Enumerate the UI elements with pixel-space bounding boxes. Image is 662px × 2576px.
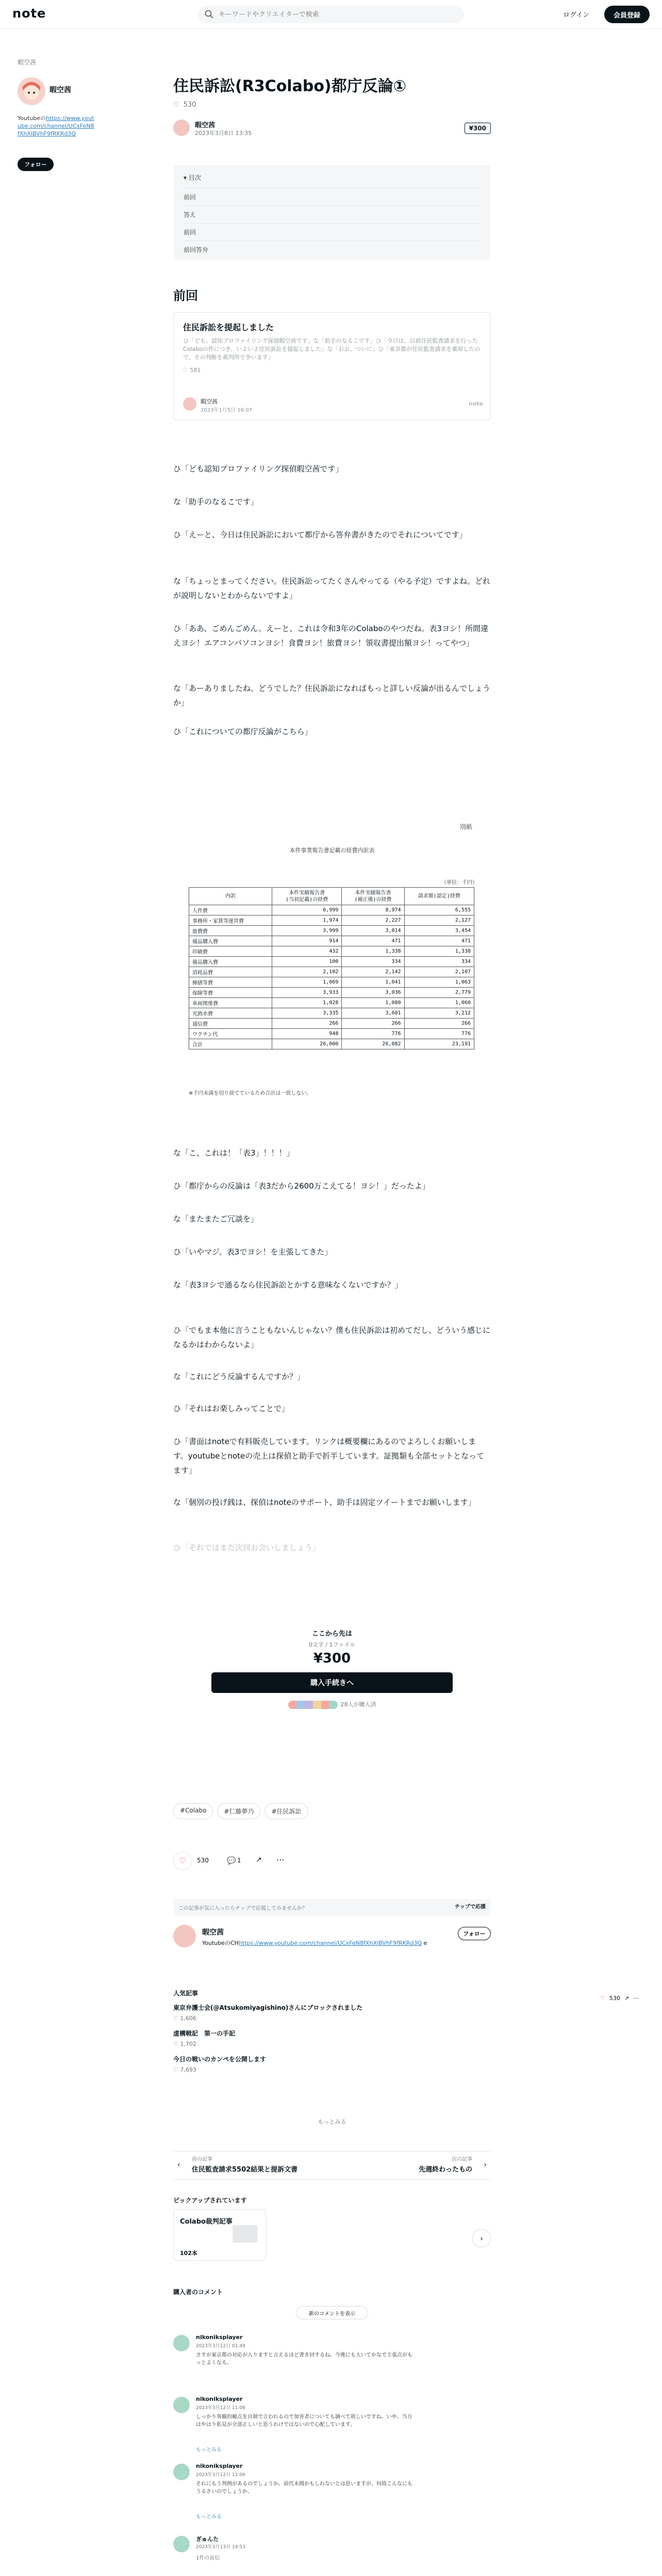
author-row <box>173 117 491 141</box>
tip-text: この記事が気に入ったらチップで応援してみませんか？ <box>178 1906 307 1911</box>
table-cell: 8,974 <box>342 905 404 916</box>
popular-likes: ♡ 7,693 <box>173 2066 196 2073</box>
dialogue-paragraph: な「これにどう反論するんですか？」 <box>173 1372 305 1381</box>
table-row-label: 備品購入費 <box>189 936 272 946</box>
table-row-label: 事務所・家賃等運営費 <box>189 916 272 926</box>
popular-label: 人気記事 <box>173 1990 198 1997</box>
dialogue-paragraph: な「表3ヨシで通るなら住民訴訟とかする意味なくないですか？」 <box>173 1280 403 1290</box>
commenter-name[interactable]: nikoniksplayer <box>196 2334 243 2341</box>
table-row-label: 修繕等費 <box>189 977 272 988</box>
table-cell: 948 <box>272 1029 341 1039</box>
table-row <box>189 936 474 946</box>
signup-button[interactable]: 会員登録 <box>604 6 650 23</box>
dialogue-paragraph: な「個別の投げ銭は、探偵はnoteのサポート、助手は固定ツイートまでお願いします」 <box>173 1498 476 1507</box>
table-row-label: 合計 <box>189 1039 272 1049</box>
comment-body: しっかり客観的観点を自制で言われるので加害者についても調べて欲しいですね。いや、当方はやはり私見が全部正しいと思うわけではないので心配しています。 <box>196 2414 412 2428</box>
table-cell: 334 <box>342 957 404 967</box>
table-row <box>189 967 474 977</box>
table-cell: 26,000 <box>272 1039 341 1049</box>
table-row <box>189 946 474 957</box>
commenter-avatar[interactable] <box>173 2464 190 2480</box>
table-header: 内訳 <box>189 888 272 905</box>
table-row <box>189 998 474 1008</box>
table-row <box>189 1019 474 1029</box>
pickup-card[interactable] <box>173 2209 266 2261</box>
table-cell: 266 <box>272 1019 341 1029</box>
creator-bio-link[interactable]: https://www.youtube.com/channel/UCxFeN8fXhXlBVhF9fRKRd3Q <box>238 1940 422 1946</box>
next-article-link[interactable]: 先週終わったもの <box>419 2166 472 2174</box>
prev-article-link[interactable]: 住民監査請求5502結果と提訴文書 <box>192 2166 298 2174</box>
table-header: 本件実績報告書 (当初記載)の経費 <box>272 888 341 905</box>
comment-date: 2023年3月12日 11:06 <box>196 2472 245 2478</box>
table-cell: 6,999 <box>272 905 341 916</box>
more-icon[interactable]: ⋯ <box>276 1855 285 1865</box>
embed-title: 住民訴訟を提起しました <box>183 323 274 332</box>
price-badge: ¥300 <box>465 123 491 134</box>
article-actions <box>173 1852 491 1872</box>
tip-bar <box>173 1899 491 1916</box>
share-icon[interactable]: ↗ <box>624 1995 630 2002</box>
popular-like-count: 1,702 <box>180 2041 196 2047</box>
table-of-contents <box>173 165 491 260</box>
creator-name[interactable]: 暇空茜 <box>202 1928 224 1937</box>
table-cell: 1,974 <box>272 916 341 926</box>
pickup-title: Colabo裁判記事 <box>180 2218 233 2226</box>
dialogue-paragraph: な「あーありましたね。どうでした？住民訴訟になればもっと詳しい反論が出るんでしょうか」 <box>173 684 491 707</box>
figure-unit: （単位：千円） <box>441 880 477 886</box>
creator-bio-text: YoutubeのCH <box>202 1940 239 1946</box>
table-body <box>189 905 474 1049</box>
heart-icon[interactable]: ♡ <box>173 101 179 109</box>
table-cell: 471 <box>342 936 404 946</box>
table-row <box>189 977 474 988</box>
popular-title: 虚構戦記 第一の手記 <box>173 2030 236 2037</box>
dialogue-paragraph: ひ「書面はnoteで有料販売しています。リンクは概要欄にあるのでよろしくお願いします。youtubeとnoteの売上は探偵と助手で折半しています。証拠類も全部セットとなってます」 <box>173 1437 485 1475</box>
comment-date: 2023年3月13日 19:53 <box>196 2545 245 2550</box>
table-cell: 100 <box>272 957 341 967</box>
comment-icon[interactable]: 💬 <box>227 1857 236 1865</box>
comments-heading: 購入者のコメント <box>173 2289 223 2296</box>
table-row-label: 保険等費 <box>189 988 272 998</box>
popular-title: 今日の戦いのカンペを公開します <box>173 2056 267 2063</box>
popular-likes: ♡ 1,702 <box>173 2041 196 2047</box>
site-header <box>0 0 662 29</box>
author-avatar[interactable] <box>173 120 190 136</box>
table-row <box>189 957 474 967</box>
prev-label: 前の記事 <box>192 2157 212 2162</box>
commenter-name[interactable]: nikoniksplayer <box>196 2463 243 2469</box>
table-cell: 1,063 <box>404 977 474 988</box>
table-cell: 334 <box>404 957 474 967</box>
dialogue-paragraph: ひ「ども認知プロファイリング探偵暇空茜です」 <box>173 464 343 473</box>
dialogue-paragraph: ひ「それではまた次回お会いしましょう」 <box>173 1543 321 1552</box>
author-name[interactable]: 暇空茜 <box>195 122 216 129</box>
more-link[interactable]: もっとみる <box>318 2119 346 2125</box>
commenter-name[interactable]: ぎゅんた <box>196 2536 219 2543</box>
table-row-label: 光熱水費 <box>189 1008 272 1019</box>
purchaser-avatars <box>288 1701 338 1709</box>
table-cell: 1,028 <box>272 998 341 1008</box>
table-row <box>189 905 474 916</box>
popular-articles <box>173 1989 491 2125</box>
sidebar-author-name[interactable]: 暇空茜 <box>49 86 71 94</box>
toc-item[interactable]: 答え <box>184 206 481 223</box>
purchasers <box>173 1700 491 1709</box>
like-count: 530 <box>197 1857 209 1864</box>
more-icon[interactable]: ⋯ <box>633 1995 639 2002</box>
table-cell: 1,041 <box>342 977 404 988</box>
table-cell: 1,080 <box>342 998 404 1008</box>
dialogue-paragraph: ひ「でもま本他に言うこともないんじゃない？僕も住民訴訟は初めてだし、どういう感じになるかはわからないよ」 <box>173 1326 491 1349</box>
comment-count: 1 <box>237 1857 241 1864</box>
chevron-right-icon[interactable]: › <box>484 2161 487 2169</box>
table-cell: 3,454 <box>404 926 474 936</box>
like-button[interactable] <box>173 1852 192 1870</box>
embed-author-name: 暇空茜 <box>201 398 218 405</box>
comment-read-more[interactable]: もっとみる <box>196 2514 222 2520</box>
embed-avatar <box>183 397 196 411</box>
creator-profile <box>173 1925 491 1971</box>
embed-like-count: 581 <box>190 367 201 374</box>
popular-likes: ♡ 1,606 <box>173 2015 196 2022</box>
tag-list <box>173 1803 308 1819</box>
popular-item[interactable] <box>173 2029 491 2047</box>
tag[interactable]: #仁藤夢乃 <box>217 1803 260 1819</box>
table-cell: 432 <box>272 946 341 957</box>
table-header: 本件実績報告書 (補正後)の経費 <box>342 888 404 905</box>
sidebar-bio-text: Youtubeの <box>18 115 46 122</box>
search-icon <box>204 9 214 20</box>
table-cell: 2,127 <box>404 916 474 926</box>
embed-date: 2023年1月5日 16:07 <box>201 408 253 413</box>
pickup-count: 102本 <box>180 2250 197 2257</box>
paywall-fade <box>173 1587 491 1628</box>
table-cell: 3,601 <box>342 1008 404 1019</box>
sidebar-label: 暇空茜 <box>18 59 37 66</box>
table-cell: 3,014 <box>342 926 404 936</box>
paywall-subtext: 0文字 / 1ファイル <box>308 1641 356 1648</box>
table-cell: 776 <box>404 1029 474 1039</box>
table-cell: 3,335 <box>272 1008 341 1019</box>
table-row-label: 通信費 <box>189 1019 272 1029</box>
table-cell: 3,933 <box>272 988 341 998</box>
tip-button[interactable]: チップで応援 <box>455 1904 486 1910</box>
floating-actions <box>600 1995 639 2002</box>
table-cell: 266 <box>342 1019 404 1029</box>
expense-table <box>189 887 474 1049</box>
creator-avatar[interactable] <box>173 1925 196 1947</box>
table-cell: 3,212 <box>404 1008 474 1019</box>
search-bar[interactable] <box>198 6 464 23</box>
show-more-comments-button[interactable]: 新のコメントを表示 <box>296 2306 368 2319</box>
table-row <box>189 1039 474 1049</box>
table-cell: 3,999 <box>272 926 341 936</box>
share-icon[interactable]: ↗ <box>256 1856 262 1864</box>
table-cell: 2,227 <box>342 916 404 926</box>
dialogue-paragraph: ひ「いやマジ。表3でヨシ！を主張してきた」 <box>173 1247 333 1257</box>
table-cell: 23,191 <box>404 1039 474 1049</box>
creator-follow-button[interactable]: フォロー <box>458 1927 491 1940</box>
next-label: 次の記事 <box>452 2157 472 2162</box>
float-like-count: 530 <box>609 1995 620 2002</box>
table-row <box>189 916 474 926</box>
purchaser-count: 28人が購入済 <box>340 1701 376 1708</box>
popular-like-count: 1,606 <box>180 2015 196 2022</box>
table-row-label: 印刷費 <box>189 946 272 957</box>
comment-date: 2023年3月12日 01:49 <box>196 2344 245 2349</box>
embed-likes <box>183 367 481 374</box>
sidebar-bio <box>18 114 95 138</box>
table-cell: 2,107 <box>404 967 474 977</box>
dialogue-paragraph: な「こ、これは！「表3」！！！」 <box>173 1148 294 1158</box>
prev-next-nav <box>173 2151 491 2180</box>
pickup-thumbnail <box>233 2225 257 2243</box>
table-row-label: ワクチン代 <box>189 1029 272 1039</box>
dialogue-paragraph: な「またまたご冗談を」 <box>173 1214 259 1224</box>
toc-item[interactable]: 前回 <box>184 188 481 206</box>
dialogue-paragraph: ひ「ああ、ごめんごめん。えーと、これは令和3年のColaboのやつだね。表3ヨシ！所間違えヨシ！エアコンパソコンヨシ！食費ヨシ！旅費ヨシ！領収書提出額ヨシ！ってやつ」 <box>173 624 489 648</box>
table-row-label: 車両関係費 <box>189 998 272 1008</box>
commenter-avatar[interactable] <box>173 2397 190 2413</box>
table-cell: 1,338 <box>342 946 404 957</box>
table-row <box>189 1029 474 1039</box>
section-heading: 前回 <box>173 289 198 303</box>
toc-item[interactable]: 前回 <box>184 223 481 241</box>
creator-bio-suffix: e <box>423 1940 427 1946</box>
sidebar-bio-link[interactable]: https://www.youtube.com/channel/UCxFeN8fXhXlBVhF9fRKRd3Q <box>18 115 94 137</box>
article-stats <box>173 101 196 109</box>
toc-item[interactable]: 前回答弁 <box>184 241 481 258</box>
table-row <box>189 926 474 936</box>
commenter-name[interactable]: nikoniksplayer <box>196 2396 243 2402</box>
popular-like-count: 7,693 <box>180 2066 196 2073</box>
commenter-avatar[interactable] <box>173 2536 190 2552</box>
creator-bio <box>202 1939 481 1947</box>
avatar-illustration-icon <box>18 77 45 105</box>
table-cell: 1,338 <box>404 946 474 957</box>
table-row <box>189 1008 474 1019</box>
commenter-avatar[interactable] <box>173 2335 190 2351</box>
dialogue-paragraph: な「助手のなるこです」 <box>173 497 259 506</box>
chevron-left-icon[interactable]: ‹ <box>177 2161 180 2169</box>
dialogue-paragraph: ひ「これについての都庁反論がこちら」 <box>173 727 312 736</box>
comment-body: それにもう判例があるのでしょうか。前代未聞かもしれないとは思いますが、何故こんなにもうるさいのでしょうか。 <box>196 2481 412 2495</box>
paywall-price: ¥300 <box>313 1651 351 1666</box>
pickup-label: ピックアップされています <box>173 2197 247 2204</box>
table-row-label: 備品購入費 <box>189 957 272 967</box>
publish-date: 2023年3月8日 13:35 <box>195 130 252 137</box>
article-title: 住民訴訟(R3Colabo)都庁反論① <box>173 77 407 95</box>
purchase-button[interactable]: 購入手続きへ <box>211 1672 453 1693</box>
note-logo[interactable]: note <box>12 6 46 21</box>
tag[interactable]: #住民訴訟 <box>264 1803 308 1819</box>
figure-title: 本件事業報告書記載の経費内訳表 <box>289 847 375 854</box>
table-row-label: 消耗品費 <box>189 967 272 977</box>
comment-body: さすが東京都の対応が入りますと言えるほど書き回するね。今後にも大いてかなで主張点がもっとよくなる。 <box>196 2352 412 2366</box>
dialogue-paragraph: ひ「それはお楽しみってことで」 <box>173 1404 290 1413</box>
heart-icon: ♡ <box>183 367 190 374</box>
embedded-article-card[interactable] <box>173 312 491 420</box>
heart-icon[interactable]: ♡ <box>600 1995 605 2002</box>
heart-icon: ♡ <box>178 1857 187 1866</box>
paywall-heading: ここから先は <box>311 1630 352 1638</box>
sidebar-follow-button[interactable]: フォロー <box>18 158 54 171</box>
figure-corner-label: 別紙 <box>459 823 472 831</box>
table-cell: 2,779 <box>404 988 474 998</box>
dialogue-paragraph: な「ちょっとまってください。住民訴訟ってたくさんやってる（やる予定）ですよね。どれが説明しないとわからないですよ」 <box>173 577 491 600</box>
table-cell: 6,555 <box>404 905 474 916</box>
popular-item[interactable] <box>173 2055 491 2073</box>
comment-read-more[interactable]: もっとみる <box>196 2447 222 2453</box>
table-cell: 2,142 <box>342 967 404 977</box>
like-count: 530 <box>183 101 196 109</box>
popular-title: 東京弁護士会(@Atsukomiyagishino)さんにブロックされました <box>173 2004 363 2011</box>
table-row-label: 人件費 <box>189 905 272 916</box>
table-cell: 2,102 <box>272 967 341 977</box>
login-link[interactable]: ログイン <box>563 11 590 19</box>
dialogue-paragraph: ひ「えーと、今日は住民訴訟において都庁から答弁書がきたのでそれについてです」 <box>173 530 467 539</box>
table-cell: 1,060 <box>404 998 474 1008</box>
table-row-label: 旅費費 <box>189 926 272 936</box>
table-cell: 471 <box>404 936 474 946</box>
toc-header-label: 目次 <box>188 174 201 181</box>
document-image <box>173 809 491 1113</box>
table-cell: 1,069 <box>272 977 341 988</box>
table-cell: 266 <box>404 1019 474 1029</box>
toc-header[interactable]: ▾ 目次 <box>184 174 201 181</box>
table-cell: 26,082 <box>342 1039 404 1049</box>
dialogue-paragraph: ひ「都庁からの反論は「表3だから2600万こえてる！ヨシ！」だったよ」 <box>173 1181 430 1191</box>
embed-note-logo: note <box>468 400 483 407</box>
table-row <box>189 988 474 998</box>
table-cell: 3,036 <box>342 988 404 998</box>
comment-reply-count[interactable]: 1件の返信 <box>196 2555 220 2561</box>
chevron-right-icon[interactable]: › <box>472 2229 491 2247</box>
embed-description: ひ「ども、認知プロファイリング探偵暇空茜です」な「助手のなるこです」ひ「今日は、以前住民監査請求を行ったColaboの件につき、いよいよ住民訴訟を提起しました」な「おお、ついに」ひ「東京都が住民監査請求を棄却したので、その判断を裁判所で争います」 <box>183 337 481 361</box>
comment-date: 2023年3月12日 11:06 <box>196 2405 245 2411</box>
table-cell: 914 <box>272 936 341 946</box>
figure-note: ※千円未満を切り捨てているため合計は一致しない。 <box>189 1091 312 1096</box>
popular-item[interactable] <box>173 2003 491 2022</box>
pickup-section <box>173 2196 491 2257</box>
sidebar-avatar[interactable] <box>18 77 45 105</box>
table-cell: 776 <box>342 1029 404 1039</box>
tag[interactable]: #Colabo <box>173 1803 213 1819</box>
table-header: 請求額(認定)経費 <box>404 888 474 905</box>
search-input[interactable] <box>219 6 456 23</box>
